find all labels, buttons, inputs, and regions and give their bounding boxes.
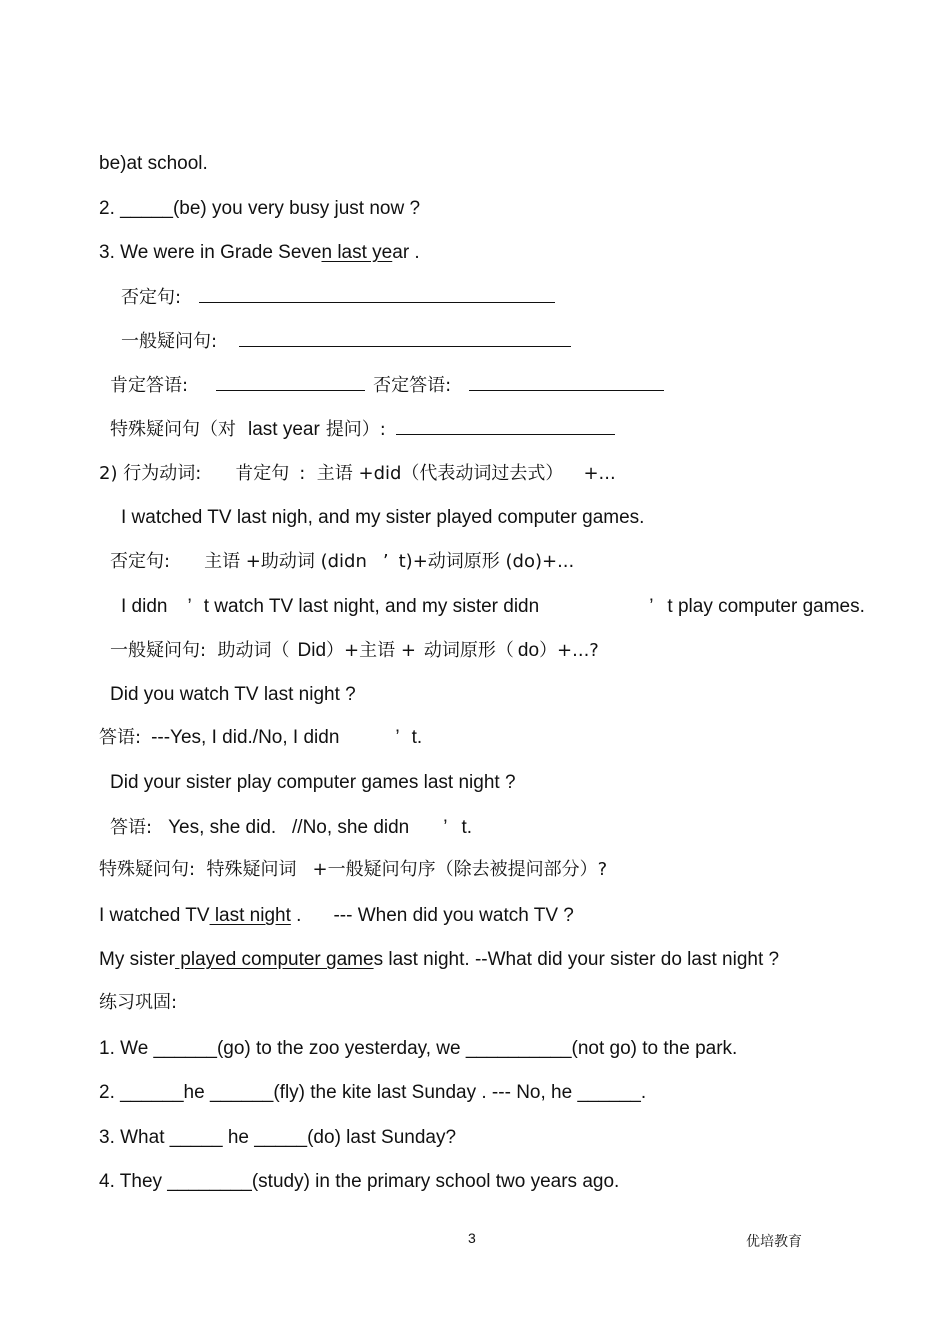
practice-heading: 练习巩固:: [99, 992, 178, 1013]
label: 一般疑问句:: [121, 331, 218, 352]
footer-brand: 优培教育: [746, 1233, 802, 1249]
apostrophe: ’: [382, 551, 389, 572]
exercise-item: 1. We ______(go) to the zoo yesterday, we __________(not go) to the park.: [99, 1038, 738, 1059]
text-segment: t.: [411, 727, 423, 748]
text-segment: --- When did you watch TV ?: [333, 905, 574, 926]
text-segment: do: [517, 640, 540, 661]
example-sentence: [99, 948, 779, 972]
label: 提问）:: [325, 419, 386, 440]
text-segment: t watch TV last night, and my sister didn: [203, 596, 540, 617]
text-line: be)at school.: [99, 153, 208, 174]
page-number: 3: [468, 1230, 476, 1246]
text-segment: s last night. --What did your sister do last night ?: [373, 949, 780, 970]
answer-example: [99, 726, 422, 750]
special-question-label: [110, 417, 615, 442]
exercise-item: 2. ______he ______(fly) the kite last Sunday . --- No, he ______.: [99, 1082, 647, 1103]
apostrophe: ’: [395, 727, 400, 748]
formula: ）+主语 +: [326, 640, 416, 661]
formula: ）+...?: [539, 640, 599, 661]
special-question-rule: [99, 858, 607, 882]
text-segment: 3. We were in Grade Seve: [99, 242, 322, 263]
label: 答语:: [110, 817, 153, 838]
answer-blank[interactable]: [216, 373, 365, 391]
label: 肯定句: [235, 463, 290, 484]
exercise-item: 4. They ________(study) in the primary school two years ago.: [99, 1171, 620, 1192]
question-rule: [110, 639, 599, 663]
text-segment: My sister: [99, 949, 175, 970]
formula: t)+动词原形 (do)+...: [398, 551, 575, 572]
underlined-phrase: last night: [209, 905, 291, 926]
example-question: Did you watch TV last night ?: [110, 684, 356, 705]
text-segment: t play computer games.: [667, 596, 865, 617]
example-sentence: I watched TV last nigh, and my sister played computer games.: [121, 507, 645, 528]
example-question: Did your sister play computer games last night ?: [110, 772, 516, 793]
formula: 一般疑问句: 助动词（: [110, 640, 290, 661]
text-segment: Did: [297, 640, 327, 661]
exercise-item: 3. What _____ he _____(do) last Sunday?: [99, 1127, 457, 1148]
text-segment: I didn: [121, 596, 168, 617]
apostrophe: ’: [649, 596, 654, 617]
label: 肯定答语:: [110, 375, 189, 396]
formula: 动词原形（: [423, 640, 514, 661]
text-segment: Yes, she did. //No, she didn: [168, 817, 410, 838]
answer-example: [110, 816, 472, 840]
label: 否定答语:: [373, 375, 452, 396]
example-sentence: [99, 904, 574, 928]
label: 否定句:: [121, 287, 182, 308]
text-segment: ar .: [392, 242, 420, 263]
answer-blank[interactable]: [469, 373, 664, 391]
general-question-label: [121, 329, 571, 354]
exercise-item: 2. _____(be) you very busy just now ?: [99, 198, 421, 219]
formula: 主语 +助动词 (didn: [204, 551, 367, 572]
formula: 特殊疑问句: 特殊疑问词: [99, 859, 297, 880]
answer-blank[interactable]: [396, 417, 615, 435]
example-sentence: [121, 595, 865, 619]
underlined-phrase: played computer game: [175, 949, 374, 970]
exercise-item: [99, 241, 420, 265]
answer-labels: [110, 373, 664, 398]
formula: : 主语 +did（代表动词过去式）: [299, 463, 564, 484]
formula: +...: [583, 463, 616, 484]
negative-rule: [110, 550, 574, 574]
negative-sentence-label: [121, 285, 555, 310]
underlined-phrase: n last ye: [321, 242, 393, 263]
label: 答语:: [99, 727, 142, 748]
formula: +一般疑问句序（除去被提问部分）?: [312, 859, 608, 880]
answer-blank[interactable]: [199, 285, 555, 303]
answer-blank[interactable]: [239, 329, 571, 347]
text-segment: ---Yes, I did./No, I didn: [151, 727, 340, 748]
text-segment: t.: [461, 817, 473, 838]
text-segment: I watched TV: [99, 905, 210, 926]
section-heading: [99, 462, 616, 486]
label: 否定句:: [110, 551, 171, 572]
apostrophe: ’: [443, 817, 448, 838]
label: 特殊疑问句（对: [110, 419, 236, 440]
heading: 2) 行为动词:: [99, 463, 202, 484]
text-segment: .: [290, 905, 302, 926]
apostrophe: ’: [187, 596, 192, 617]
text-segment: last year: [248, 419, 320, 440]
